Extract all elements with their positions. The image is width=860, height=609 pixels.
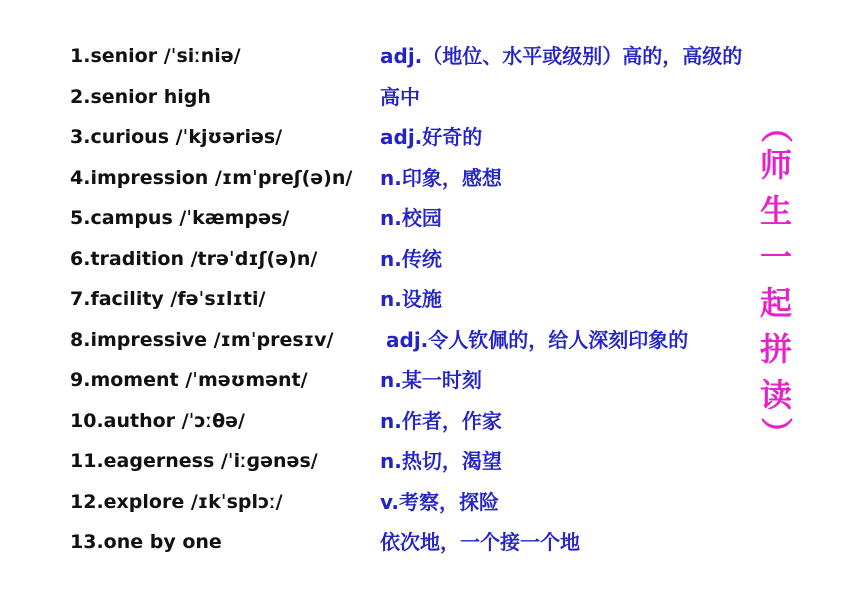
vocab-english: 12.explore /ɪkˈsplɔː/ xyxy=(70,490,283,513)
vocab-chinese: n.某一时刻 xyxy=(380,368,482,392)
close-parenthesis: ） xyxy=(757,416,795,449)
vocab-chinese: adj.好奇的 xyxy=(380,125,483,149)
chinese-meaning-list xyxy=(380,36,800,563)
vocab-english: 7.facility /fəˈsɪlɪti/ xyxy=(70,288,266,310)
vocab-english: 4.impression /ɪmˈpreʃ(ə)n/ xyxy=(70,166,353,189)
vocab-chinese: adj.（地位、水平或级别）高的，高级的 xyxy=(380,44,743,68)
vocab-english: 6.tradition /trəˈdɪʃ(ə)n/ xyxy=(70,247,318,270)
vocab-chinese: n.设施 xyxy=(380,287,442,311)
english-word-list xyxy=(70,36,370,563)
note-char: 师 xyxy=(759,146,792,184)
vocab-chinese: n.印象，感想 xyxy=(380,165,502,190)
vocab-english: 3.curious /ˈkjʊəriəs/ xyxy=(70,126,283,148)
vocab-english: 10.author /ˈɔːθə/ xyxy=(70,409,245,432)
vocab-chinese: 高中 xyxy=(380,84,420,109)
note-char: 拼 xyxy=(759,330,792,368)
vocab-chinese: n.校园 xyxy=(380,206,442,230)
vocab-english: 1.senior /ˈsiːniə/ xyxy=(70,45,241,67)
note-char: 生 xyxy=(759,192,792,230)
note-char: 读 xyxy=(759,376,792,414)
vocab-english: 5.campus /ˈkæmpəs/ xyxy=(70,207,290,229)
note-char: 一 xyxy=(759,238,792,276)
note-char: 起 xyxy=(759,284,792,322)
vocab-chinese: n.热切，渴望 xyxy=(380,449,502,473)
vocab-chinese: v.考察，探险 xyxy=(380,489,500,514)
read-together-note xyxy=(752,112,800,448)
vocab-english: 11.eagerness /ˈiːɡənəs/ xyxy=(70,450,318,472)
vocab-chinese: n.作者，作家 xyxy=(380,408,502,433)
vocab-english: 8.impressive /ɪmˈpresɪv/ xyxy=(70,328,334,351)
vocab-chinese: 依次地，一个接一个地 xyxy=(380,530,580,554)
vocab-english: 13.one by one xyxy=(70,531,222,553)
vocab-chinese: adj.令人钦佩的，给人深刻印象的 xyxy=(386,327,689,352)
vocab-english: 2.senior high xyxy=(70,85,211,108)
vocab-english: 9.moment /ˈməʊmənt/ xyxy=(70,369,308,391)
vocab-chinese: n.传统 xyxy=(380,246,442,271)
open-parenthesis: （ xyxy=(757,110,795,143)
